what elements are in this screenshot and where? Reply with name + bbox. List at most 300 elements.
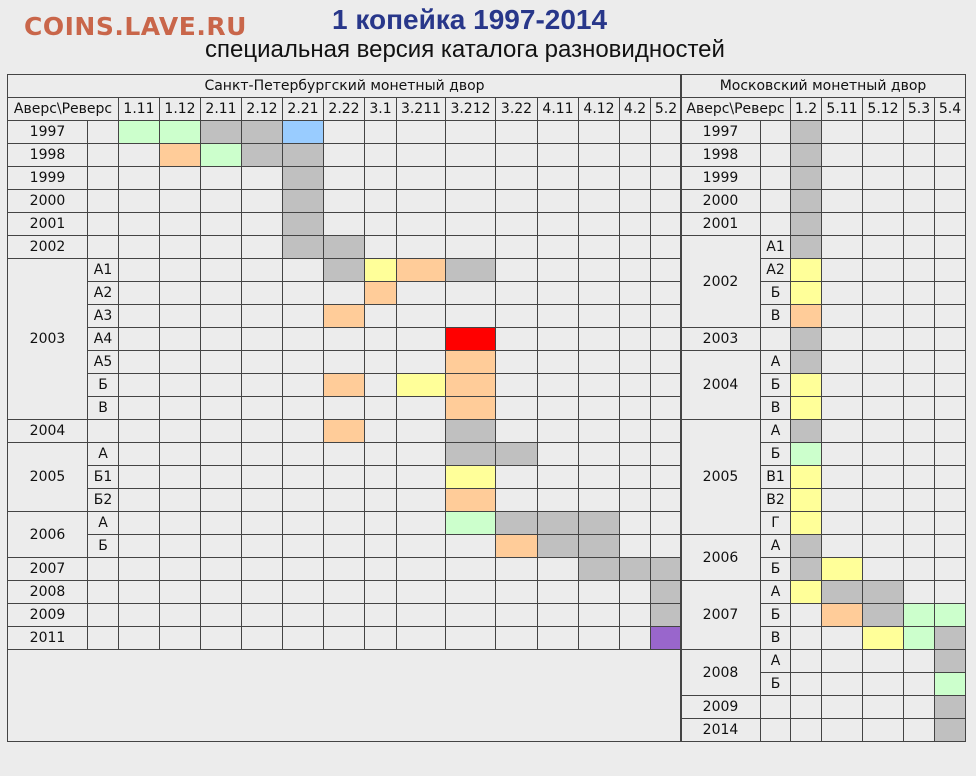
spb-obverse-cell: [88, 420, 119, 443]
spb-variety-cell: [324, 489, 365, 512]
spb-variety-cell: [651, 512, 682, 535]
spb-variety-cell: [201, 443, 242, 466]
spb-variety-cell: [119, 535, 160, 558]
msk-variety-cell[interactable]: [935, 719, 966, 742]
msk-obverse-cell: Б: [761, 558, 791, 581]
spb-variety-cell: [201, 282, 242, 305]
msk-variety-cell[interactable]: [791, 328, 822, 351]
spb-variety-cell: [446, 581, 496, 604]
spb-variety-cell: [397, 443, 446, 466]
spb-variety-cell: [160, 443, 201, 466]
msk-variety-cell: [822, 328, 863, 351]
spb-variety-cell: [538, 328, 579, 351]
spb-variety-cell: [201, 213, 242, 236]
msk-obverse-cell: А: [761, 535, 791, 558]
spb-variety-cell: [620, 190, 651, 213]
spb-variety-cell[interactable]: [201, 121, 242, 144]
spb-variety-cell: [365, 397, 397, 420]
spb-row: [8, 489, 682, 512]
spb-variety-cell: [201, 397, 242, 420]
msk-variety-cell: [822, 213, 863, 236]
spb-variety-cell: [496, 489, 538, 512]
spb-variety-cell: [242, 535, 283, 558]
msk-variety-cell: [935, 213, 966, 236]
spb-variety-cell: [651, 305, 682, 328]
spb-variety-cell: [620, 535, 651, 558]
msk-variety-cell[interactable]: [791, 466, 822, 489]
spb-variety-cell: [283, 489, 324, 512]
spb-variety-cell: [620, 443, 651, 466]
spb-variety-cell: [365, 328, 397, 351]
msk-variety-cell[interactable]: [791, 420, 822, 443]
spb-obverse-cell: [88, 121, 119, 144]
spb-variety-cell: [365, 374, 397, 397]
spb-variety-cell: [397, 167, 446, 190]
msk-variety-cell[interactable]: [791, 535, 822, 558]
msk-variety-cell: [904, 167, 935, 190]
spb-variety-cell: [283, 328, 324, 351]
spb-variety-cell: [365, 190, 397, 213]
spb-variety-cell: [160, 581, 201, 604]
msk-row: [681, 719, 966, 742]
spb-variety-cell[interactable]: [651, 604, 682, 627]
spb-variety-cell[interactable]: [365, 259, 397, 282]
spb-variety-cell[interactable]: [324, 420, 365, 443]
msk-year-cell: 2007: [681, 581, 761, 650]
spb-obverse-cell: Б: [88, 374, 119, 397]
msk-obverse-cell: А1: [761, 236, 791, 259]
spb-variety-cell: [160, 604, 201, 627]
spb-variety-cell: [397, 627, 446, 650]
spb-variety-cell: [160, 167, 201, 190]
spb-variety-cell: [538, 374, 579, 397]
msk-variety-cell[interactable]: [791, 397, 822, 420]
spb-variety-cell[interactable]: [651, 627, 682, 650]
spb-variety-cell[interactable]: [446, 259, 496, 282]
spb-variety-cell[interactable]: [496, 443, 538, 466]
msk-variety-cell: [863, 397, 904, 420]
spb-variety-cell: [160, 328, 201, 351]
spb-corner-label: Аверс\Реверс: [8, 98, 119, 121]
spb-variety-cell: [119, 213, 160, 236]
msk-variety-cell: [822, 650, 863, 673]
msk-variety-cell[interactable]: [791, 167, 822, 190]
msk-variety-cell: [822, 466, 863, 489]
spb-obverse-cell: А4: [88, 328, 119, 351]
spb-variety-cell[interactable]: [446, 351, 496, 374]
spb-variety-cell: [620, 489, 651, 512]
msk-obverse-cell: В1: [761, 466, 791, 489]
msk-variety-cell[interactable]: [935, 604, 966, 627]
spb-variety-cell[interactable]: [538, 512, 579, 535]
spb-variety-cell: [283, 259, 324, 282]
spb-year-cell: 2006: [8, 512, 88, 558]
spb-variety-cell: [496, 581, 538, 604]
spb-variety-cell: [446, 190, 496, 213]
msk-obverse-cell: [761, 167, 791, 190]
spb-variety-cell: [119, 466, 160, 489]
spb-variety-cell: [365, 581, 397, 604]
spb-variety-cell: [365, 167, 397, 190]
spb-variety-cell: [324, 190, 365, 213]
spb-year-cell: 2003: [8, 259, 88, 420]
spb-year-cell: 2000: [8, 190, 88, 213]
msk-variety-cell: [863, 351, 904, 374]
spb-reverse-2-11: 2.11: [201, 98, 242, 121]
spb-variety-cell: [160, 213, 201, 236]
spb-obverse-cell: А2: [88, 282, 119, 305]
spb-variety-cell: [446, 167, 496, 190]
spb-variety-cell[interactable]: [579, 558, 620, 581]
msk-variety-cell[interactable]: [791, 512, 822, 535]
msk-variety-cell: [822, 374, 863, 397]
msk-corner-label: Аверс\Реверс: [681, 98, 791, 121]
msk-obverse-cell: В: [761, 305, 791, 328]
msk-obverse-cell: А2: [761, 259, 791, 282]
msk-variety-cell[interactable]: [822, 581, 863, 604]
spb-variety-cell[interactable]: [496, 535, 538, 558]
msk-variety-cell: [791, 604, 822, 627]
spb-row: [8, 535, 682, 558]
spb-variety-cell: [579, 305, 620, 328]
msk-variety-cell: [863, 443, 904, 466]
spb-obverse-cell: А5: [88, 351, 119, 374]
msk-variety-cell[interactable]: [822, 604, 863, 627]
spb-variety-cell: [538, 351, 579, 374]
spb-variety-cell: [496, 305, 538, 328]
spb-variety-cell: [201, 305, 242, 328]
msk-variety-cell: [935, 328, 966, 351]
msk-year-cell: 2009: [681, 696, 761, 719]
spb-row: [8, 604, 682, 627]
msk-year-cell: 2005: [681, 420, 761, 535]
spb-reverse-3-22: 3.22: [496, 98, 538, 121]
spb-variety-cell: [538, 167, 579, 190]
spb-row: [8, 512, 682, 535]
spb-variety-cell: [651, 282, 682, 305]
msk-obverse-cell: Б: [761, 604, 791, 627]
spb-variety-cell[interactable]: [283, 190, 324, 213]
msk-variety-cell[interactable]: [791, 581, 822, 604]
spb-variety-cell[interactable]: [446, 443, 496, 466]
msk-variety-cell[interactable]: [863, 604, 904, 627]
spb-variety-cell: [119, 190, 160, 213]
msk-variety-cell[interactable]: [904, 604, 935, 627]
spb-variety-cell: [620, 213, 651, 236]
spb-variety-cell: [242, 512, 283, 535]
spb-variety-cell[interactable]: [538, 535, 579, 558]
spb-variety-cell: [538, 259, 579, 282]
spb-variety-cell: [242, 443, 283, 466]
msk-variety-cell: [904, 719, 935, 742]
msk-obverse-cell: Б: [761, 443, 791, 466]
spb-variety-cell: [538, 581, 579, 604]
spb-row: [8, 213, 682, 236]
spb-variety-cell[interactable]: [397, 259, 446, 282]
spb-variety-cell[interactable]: [283, 167, 324, 190]
spb-row: [8, 558, 682, 581]
spb-row: [8, 351, 682, 374]
spb-variety-cell: [579, 604, 620, 627]
spb-variety-cell: [242, 627, 283, 650]
spb-variety-cell: [324, 535, 365, 558]
spb-row: [8, 397, 682, 420]
spb-variety-cell[interactable]: [496, 512, 538, 535]
spb-variety-cell[interactable]: [119, 121, 160, 144]
spb-variety-cell: [324, 581, 365, 604]
spb-row: [8, 443, 682, 466]
spb-variety-cell: [324, 558, 365, 581]
spb-variety-cell[interactable]: [651, 558, 682, 581]
msk-variety-cell[interactable]: [935, 673, 966, 696]
msk-variety-cell[interactable]: [791, 259, 822, 282]
spb-row: [8, 259, 682, 282]
spb-variety-cell: [201, 351, 242, 374]
msk-variety-cell: [822, 673, 863, 696]
msk-variety-cell: [904, 328, 935, 351]
spb-variety-cell: [651, 121, 682, 144]
msk-variety-cell[interactable]: [791, 121, 822, 144]
spb-variety-cell[interactable]: [446, 397, 496, 420]
msk-row: [681, 650, 966, 673]
msk-variety-cell: [935, 236, 966, 259]
spb-variety-cell[interactable]: [160, 144, 201, 167]
msk-year-cell: 1997: [681, 121, 761, 144]
msk-variety-cell[interactable]: [791, 351, 822, 374]
spb-variety-cell: [119, 282, 160, 305]
msk-row: [681, 696, 966, 719]
msk-reverse-header-row: [681, 98, 966, 121]
spb-variety-cell: [283, 558, 324, 581]
spb-variety-cell[interactable]: [242, 144, 283, 167]
spb-variety-cell: [160, 466, 201, 489]
spb-row: [8, 581, 682, 604]
spb-variety-cell[interactable]: [201, 144, 242, 167]
msk-variety-cell: [935, 489, 966, 512]
msk-variety-cell[interactable]: [791, 213, 822, 236]
spb-variety-cell: [242, 604, 283, 627]
msk-variety-cell: [904, 581, 935, 604]
msk-variety-cell: [935, 121, 966, 144]
spb-variety-cell: [119, 236, 160, 259]
msk-variety-cell: [863, 236, 904, 259]
spb-obverse-cell: Б2: [88, 489, 119, 512]
site-logo[interactable]: COINS.LAVE.RU: [24, 12, 247, 41]
spb-variety-cell: [160, 190, 201, 213]
spb-variety-cell[interactable]: [242, 121, 283, 144]
spb-variety-cell: [579, 259, 620, 282]
spb-variety-cell: [620, 121, 651, 144]
spb-variety-cell[interactable]: [446, 374, 496, 397]
spb-variety-cell: [538, 420, 579, 443]
spb-variety-cell[interactable]: [283, 236, 324, 259]
spb-variety-cell[interactable]: [579, 535, 620, 558]
spb-variety-cell: [201, 190, 242, 213]
spb-variety-cell: [538, 305, 579, 328]
msk-variety-cell: [863, 374, 904, 397]
spb-variety-cell: [160, 282, 201, 305]
spb-variety-cell[interactable]: [283, 144, 324, 167]
spb-filler-cell: [8, 673, 682, 696]
msk-obverse-cell: А: [761, 351, 791, 374]
msk-variety-cell: [822, 305, 863, 328]
msk-variety-cell[interactable]: [863, 627, 904, 650]
spb-variety-cell[interactable]: [324, 305, 365, 328]
msk-variety-cell: [791, 627, 822, 650]
spb-variety-cell[interactable]: [446, 466, 496, 489]
spb-variety-cell[interactable]: [446, 512, 496, 535]
spb-variety-cell: [365, 604, 397, 627]
msk-variety-cell: [935, 535, 966, 558]
spb-variety-cell: [538, 558, 579, 581]
spb-variety-cell: [620, 351, 651, 374]
spb-filler-cell: [8, 696, 682, 719]
spb-variety-cell: [283, 374, 324, 397]
spb-variety-cell: [651, 466, 682, 489]
spb-obverse-cell: [88, 604, 119, 627]
spb-variety-cell: [201, 558, 242, 581]
msk-variety-cell[interactable]: [791, 489, 822, 512]
spb-reverse-header-row: [8, 98, 682, 121]
spb-variety-cell[interactable]: [446, 489, 496, 512]
spb-reverse-1-12: 1.12: [160, 98, 201, 121]
msk-variety-cell: [863, 420, 904, 443]
msk-variety-cell[interactable]: [791, 282, 822, 305]
spb-variety-cell: [651, 420, 682, 443]
spb-variety-cell: [579, 581, 620, 604]
msk-year-cell: 2006: [681, 535, 761, 581]
spb-variety-cell: [446, 282, 496, 305]
spb-variety-cell[interactable]: [283, 121, 324, 144]
msk-variety-cell[interactable]: [863, 581, 904, 604]
spb-row: [8, 144, 682, 167]
spb-variety-cell: [397, 420, 446, 443]
spb-variety-cell: [579, 420, 620, 443]
spb-variety-cell[interactable]: [651, 581, 682, 604]
spb-variety-cell: [496, 558, 538, 581]
msk-year-cell: 2008: [681, 650, 761, 696]
spb-variety-cell: [365, 535, 397, 558]
msk-variety-cell[interactable]: [822, 558, 863, 581]
spb-variety-cell: [324, 121, 365, 144]
spb-variety-cell[interactable]: [324, 236, 365, 259]
spb-variety-cell[interactable]: [324, 259, 365, 282]
msk-variety-cell[interactable]: [935, 627, 966, 650]
spb-variety-cell: [160, 558, 201, 581]
spb-variety-cell: [579, 627, 620, 650]
spb-variety-cell[interactable]: [446, 420, 496, 443]
msk-variety-cell[interactable]: [791, 443, 822, 466]
spb-variety-cell[interactable]: [446, 328, 496, 351]
spb-variety-cell: [119, 443, 160, 466]
msk-variety-cell: [904, 535, 935, 558]
spb-variety-cell: [283, 420, 324, 443]
spb-variety-cell[interactable]: [620, 558, 651, 581]
spb-variety-cell: [538, 627, 579, 650]
msk-variety-cell: [904, 282, 935, 305]
msk-variety-cell: [791, 650, 822, 673]
spb-obverse-cell: [88, 213, 119, 236]
msk-variety-cell: [935, 305, 966, 328]
msk-reverse-5-4: 5.4: [935, 98, 966, 121]
spb-obverse-cell: А1: [88, 259, 119, 282]
spb-reverse-2-22: 2.22: [324, 98, 365, 121]
msk-variety-cell[interactable]: [791, 374, 822, 397]
msk-mint-header-row: [681, 75, 966, 98]
msk-variety-cell: [791, 696, 822, 719]
msk-variety-cell[interactable]: [791, 190, 822, 213]
msk-variety-cell: [822, 351, 863, 374]
spb-variety-cell: [283, 512, 324, 535]
spb-variety-cell: [446, 213, 496, 236]
spb-row: [8, 121, 682, 144]
spb-variety-cell: [365, 627, 397, 650]
msk-obverse-cell: [761, 696, 791, 719]
spb-variety-cell: [242, 236, 283, 259]
spb-variety-cell: [201, 581, 242, 604]
spb-variety-cell: [496, 190, 538, 213]
spb-variety-cell: [119, 144, 160, 167]
spb-variety-cell: [620, 604, 651, 627]
spb-variety-cell[interactable]: [397, 374, 446, 397]
spb-variety-cell: [242, 167, 283, 190]
msk-variety-cell[interactable]: [904, 627, 935, 650]
spb-filler-row: [8, 650, 682, 673]
msk-variety-cell: [822, 627, 863, 650]
spb-year-cell: 1997: [8, 121, 88, 144]
msk-variety-cell: [822, 236, 863, 259]
msk-row: [681, 236, 966, 259]
msk-variety-cell[interactable]: [935, 696, 966, 719]
spb-variety-cell: [283, 282, 324, 305]
spb-variety-cell: [397, 535, 446, 558]
spb-variety-cell[interactable]: [283, 213, 324, 236]
msk-obverse-cell: [761, 144, 791, 167]
spb-variety-cell: [201, 236, 242, 259]
msk-variety-cell: [863, 719, 904, 742]
spb-variety-cell: [397, 397, 446, 420]
spb-row: [8, 420, 682, 443]
msk-variety-cell[interactable]: [791, 236, 822, 259]
spb-variety-cell[interactable]: [324, 374, 365, 397]
msk-variety-cell: [904, 190, 935, 213]
spb-variety-cell: [397, 581, 446, 604]
msk-variety-cell: [863, 305, 904, 328]
spb-variety-cell: [119, 558, 160, 581]
msk-variety-cell[interactable]: [791, 144, 822, 167]
spb-obverse-cell: В: [88, 397, 119, 420]
spb-reverse-3-211: 3.211: [397, 98, 446, 121]
spb-variety-cell[interactable]: [579, 512, 620, 535]
msk-variety-cell: [863, 259, 904, 282]
spb-variety-cell: [579, 489, 620, 512]
spb-variety-cell: [446, 627, 496, 650]
msk-variety-cell[interactable]: [791, 305, 822, 328]
spb-variety-cell: [324, 167, 365, 190]
spb-variety-cell: [242, 305, 283, 328]
spb-variety-cell: [538, 466, 579, 489]
spb-year-cell: 2011: [8, 627, 88, 650]
spb-variety-cell[interactable]: [160, 121, 201, 144]
msk-obverse-cell: В: [761, 397, 791, 420]
msk-variety-cell: [904, 696, 935, 719]
msk-variety-cell: [863, 558, 904, 581]
spb-variety-cell: [201, 627, 242, 650]
msk-variety-cell[interactable]: [935, 650, 966, 673]
spb-variety-cell[interactable]: [365, 282, 397, 305]
msk-variety-cell[interactable]: [791, 558, 822, 581]
msk-obverse-cell: [761, 719, 791, 742]
